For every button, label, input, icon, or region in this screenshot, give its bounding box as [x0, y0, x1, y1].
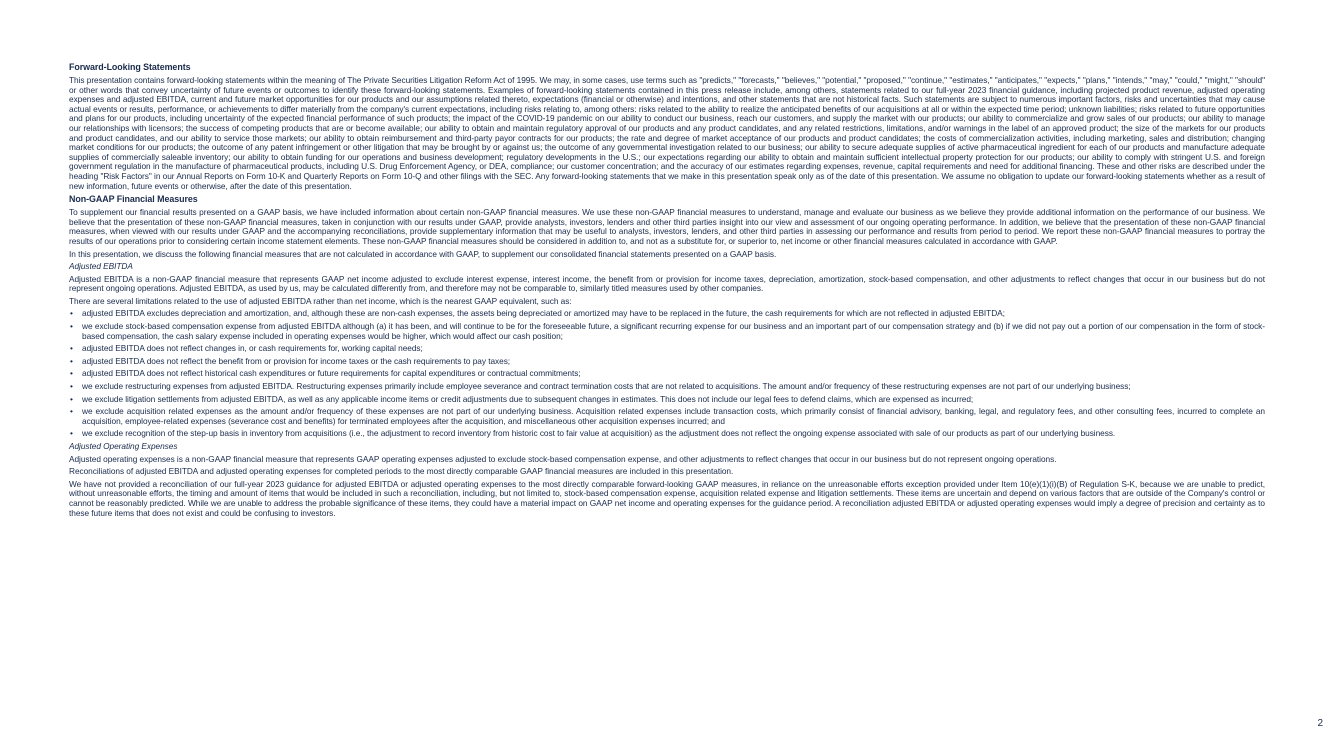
list-item: • we exclude restructuring expenses from adjusted EBITDA. Restructuring expenses primarily include employee severance and contract termination costs that are not related to acquisitions. The amount and/or frequency of these restructuring expenses are not part of our underlying business; [69, 382, 1265, 392]
list-item: • we exclude litigation settlements from adjusted EBITDA, as well as any applicable income items or credit adjustments due to subsequent changes in estimates. This does not include our legal fees to defend claims, which are expensed as incurred; [69, 395, 1265, 405]
list-item: • we exclude acquisition related expenses as the amount and/or frequency of these expenses are not part of our underlying business. Acquisition related expenses include transaction costs, which primarily consist of financial advisory, banking, legal, and regulatory fees, and other consulting fees, incurred to complete an acquisition, employee-related expenses (severance cost and benefits) for terminated employees after the acquisition, and miscellaneous other acquisition expenses incurred; and [69, 407, 1265, 426]
page-number: 2 [1317, 718, 1323, 729]
list-item: • adjusted EBITDA does not reflect the benefit from or provision for income taxes or the cash requirements to pay taxes; [69, 357, 1265, 367]
list-item: • we exclude stock-based compensation expense from adjusted EBITDA although (a) it has been, and will continue to be for the foreseeable future, a significant recurring expense for our business and an important part of our compensation strategy and (b) if we did not pay out a portion of our compensation in the form of stock-based compensation, the cash salary expense included in operating expenses would be higher, which would affect our cash position; [69, 322, 1265, 341]
adjusted-ebitda-title: Adjusted EBITDA [69, 261, 133, 272]
forward-looking-paragraph: This presentation contains forward-looking statements within the meaning of The Private Securities Litigation Reform Act of 1995. We may, in some cases, use terms such as "predicts," "forecasts," "believes," "potential," "proposed," "continue," "estimates," "anticipates," "expects," "plans," "intends," "may," "could," "might," "should" or other words that convey uncertainty of future events or outcomes to identify these forward-looking statements. Examples of forward-looking statements contained in this press release include, among others, statements related to our full-year 2023 financial guidance, including projected product revenue, adjusted operating expenses and adjusted EBITDA, current and future market opportunities for our products and our assumptions related thereto, expectations (financial or otherwise) and intentions, and other statements that are not historical facts. Such statements are subject to numerous important factors, risks and uncertainties that may cause actual events or results, performance, or achievements to differ materially from the company's current expectations, including risks relating to, among others: risks related to the ability to realize the anticipated benefits of our acquisitions at all or within the expected time period; unknown liabilities; risks related to future opportunities and plans for our products, including uncertainty of the expected financial performance of such products; the impact of the COVID-19 pandemic on our ability to conduct our business, reach our customers, and supply the market with our products; our ability to commercialize and grow sales of our products; our ability to manage our relationships with licensors; the success of competing products that are or become available; our ability to obtain and maintain regulatory approval of our products and any product candidates, and any related restrictions, limitations, and/or warnings in the label of an approved product; the size of the markets for our products and product candidates, and our ability to service those markets; our ability to obtain reimbursement and third-party payor contracts for our products; the rate and degree of market acceptance of our products and product candidates; the costs of commercialization activities, including marketing, sales and distribution; changing market conditions for our products; the outcome of any patent infringement or other litigation that may be brought by or against us; the outcome of any governmental investigation related to our business; our ability to secure adequate supplies of active pharmaceutical ingredient for each of our products and manufacture adequate supplies of commercially saleable inventory; our ability to obtain funding for our operations and business development; regulatory developments in the U.S.; our expectations regarding our ability to obtain and maintain sufficient intellectual property protection for our products; our ability to comply with stringent U.S. and foreign government regulation in the manufacture of pharmaceutical products, including U.S. Drug Enforcement Agency, or DEA, compliance; our customer concentration; and the accuracy of our estimates regarding expenses, revenue, capital requirements and need for additional financing. These and other risks are described under the heading "Risk Factors" in our Annual Reports on Form 10-K and Quarterly Reports on Form 10-Q and other filings with the SEC. Any forward-looking statements that we make in this presentation speak only as of the date of this presentation. We assume no obligation to update our forward-looking statements whether as a result of new information, future events or otherwise, after the date of this presentation. [69, 75, 1265, 191]
non-gaap-paragraph-1: To supplement our financial results presented on a GAAP basis, we have included information about certain non-GAAP financial measures. We use these non-GAAP financial measures to understand, manage and evaluate our business as we believe they provide additional information on the performance of our business. We believe that the presentation of these non-GAAP financial measures, taken in conjunction with our results under GAAP, provide analysts, investors, lenders and other third parties insight into our view and assessment of our ongoing operating performance. In addition, we believe that the presentation of these non-GAAP financial measures, when viewed with our results under GAAP and the accompanying reconciliations, provide supplementary information that may be useful to analysts, investors, lenders, and other third parties in assessing our performance and results from period to period. We report these non-GAAP financial measures to portray the results of our operations prior to considering certain income statement elements. These non-GAAP financial measures should be considered in addition to, and not as a substitute for, or superior to, net income or other financial measures calculated in accordance with GAAP. [69, 207, 1265, 246]
forward-looking-heading: Forward-Looking Statements [69, 62, 191, 72]
adjusted-ebitda-paragraph-2: There are several limitations related to the use of adjusted EBITDA rather than net income, which is the nearest GAAP equivalent, such as: [69, 295, 572, 306]
list-item: • we exclude recognition of the step-up basis in inventory from acquisitions (i.e., the adjustment to record inventory from historic cost to fair value at acquisition) as the adjustment does not reflect the ongoing expense associated with sale of our products as part of our underlying business. [69, 429, 1265, 439]
adjusted-opex-paragraph-2: Reconciliations of adjusted EBITDA and adjusted operating expenses for completed periods to the most directly comparable GAAP financial measures are included in this presentation. [69, 466, 734, 477]
list-item: • adjusted EBITDA does not reflect historical cash expenditures or future requirements for capital expenditures or contractual commitments; [69, 369, 1265, 379]
document-body [69, 62, 1265, 521]
limitations-list [69, 309, 1265, 439]
adjusted-opex-paragraph-1: Adjusted operating expenses is a non-GAAP financial measure that represents GAAP operating expenses adjusted to exclude stock-based compensation expense, and other adjustments to reflect changes that occur in our business but do not represent ongoing operations. [69, 453, 1057, 464]
adjusted-ebitda-paragraph-1: Adjusted EBITDA is a non-GAAP financial measure that represents GAAP net income adjusted to exclude interest expense, interest income, the benefit from or provision for income taxes, depreciation, amortization, stock-based compensation, and other adjustments to reflect changes that occur in our business but do not represent ongoing operations. Adjusted EBITDA, as used by us, may be calculated differently from, and therefore may not be comparable to, similarly titled measures used by other companies. [69, 273, 1265, 294]
list-item: • adjusted EBITDA excludes depreciation and amortization, and, although these are non-cash expenses, the assets being depreciated or amortized may have to be replaced in the future, the cash requirements for which are not reflected in adjusted EBITDA; [69, 309, 1265, 319]
list-item: • adjusted EBITDA does not reflect changes in, or cash requirements for, working capital needs; [69, 344, 1265, 354]
adjusted-opex-title: Adjusted Operating Expenses [69, 441, 178, 451]
non-gaap-heading: Non-GAAP Financial Measures [69, 194, 198, 205]
non-gaap-paragraph-2: In this presentation, we discuss the following financial measures that are not calculated in accordance with GAAP, to supplement our consolidated financial statements presented on a GAAP basis. [69, 248, 777, 259]
adjusted-opex-paragraph-3: We have not provided a reconciliation of our full-year 2023 guidance for adjusted EBITDA or adjusted operating expenses to the most directly comparable forward-looking GAAP measures, in reliance on the unreasonable efforts exception provided under Item 10(e)(1)(i)(B) of Regulation S-K, because we are unable to predict, without unreasonable efforts, the timing and amount of items that would be included in such a reconciliation, including, but not limited to, stock-based compensation expense, acquisition related expense and litigation settlements. These items are uncertain and depend on various factors that are outside of the Company's control or cannot be reasonably predicted. While we are unable to address the probable significance of these items, they could have a material impact on GAAP net income and operating expenses for the guidance period. A reconciliation adjusted EBITDA or adjusted operating expenses would imply a degree of precision and certainty as to these future items that does not exist and could be confusing to investors. [69, 478, 1265, 518]
